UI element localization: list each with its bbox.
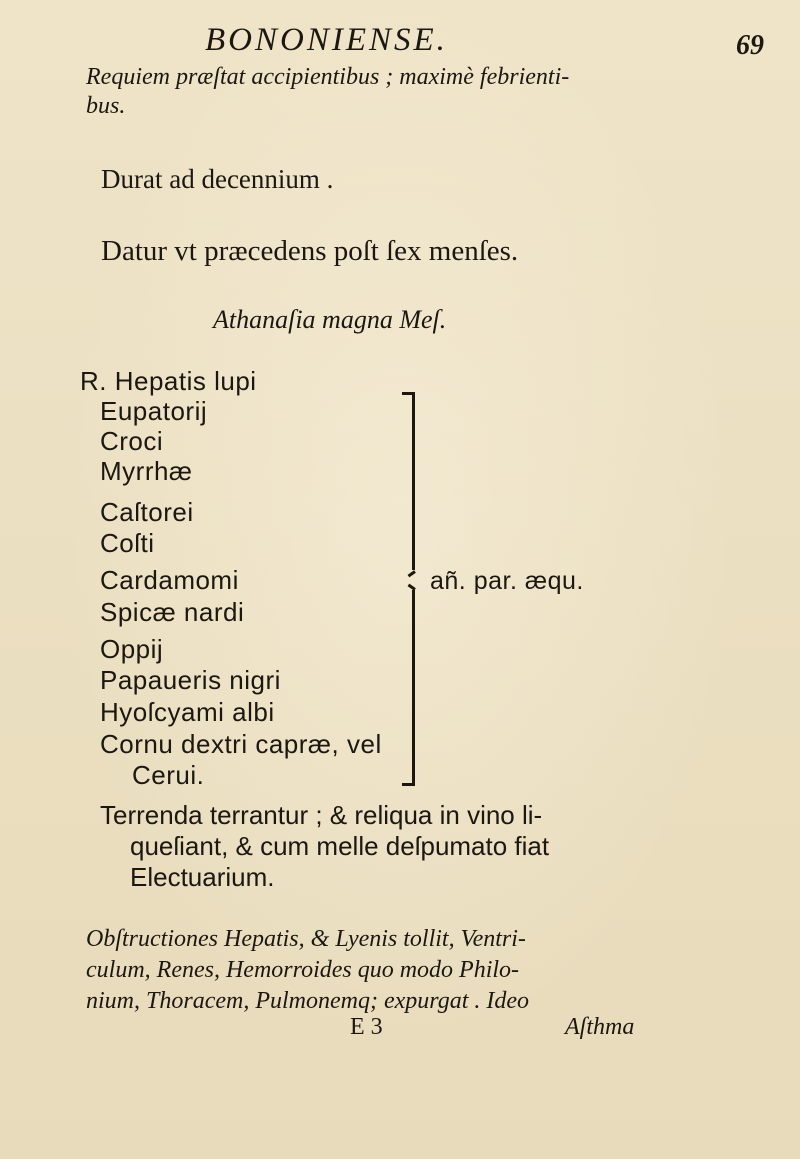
catchword: Aſthma <box>565 1014 635 1040</box>
ingredient-item: Cardamomi <box>100 565 239 595</box>
ingredient-item: Spicæ nardi <box>100 597 245 627</box>
duration-line: Durat ad decennium . <box>101 164 334 194</box>
intro-line-1: Requiem præſtat accipientibus ; maximè febrienti- <box>86 64 570 90</box>
virtue-line: nium, Thoracem, Pulmonemq; expurgat . Ideo <box>86 988 530 1014</box>
brace-upper-line <box>412 392 415 570</box>
virtue-line: culum, Renes, Hemorroides quo modo Philo- <box>86 957 520 983</box>
brace-bottom-hook <box>402 783 415 786</box>
ingredient-item: Cornu dextri capræ, vel <box>100 729 382 759</box>
ingredient-item: Eupatorij <box>100 396 208 426</box>
brace-lower-line <box>412 590 415 786</box>
intro-line-2: bus. <box>86 93 126 119</box>
recipe-title: Athanaſia magna Meſ. <box>213 305 447 334</box>
ingredient-item: Croci <box>100 426 164 456</box>
instruction-line: queſiant, & cum melle deſpumato fiat <box>130 831 550 861</box>
quantity-note: añ. par. æqu. <box>430 567 584 595</box>
dosage-line: Datur vt præcedens poſt ſex menſes. <box>101 235 519 267</box>
virtue-line: Obſtructiones Hepatis, & Lyenis tollit, Ventri- <box>86 926 526 952</box>
brace-point-upper <box>408 570 416 577</box>
ingredient-item: Coſti <box>100 528 155 558</box>
signature-mark: E 3 <box>350 1014 383 1040</box>
ingredient-item: R. Hepatis lupi <box>80 366 257 396</box>
ingredient-item: Oppij <box>100 634 164 664</box>
ingredient-item: Papaueris nigri <box>100 665 281 695</box>
instruction-line: Terrenda terrantur ; & reliqua in vino li- <box>100 800 543 830</box>
page-number: 69 <box>736 30 764 61</box>
instruction-line: Electuarium. <box>130 862 275 892</box>
ingredient-item: Myrrhæ <box>100 456 193 486</box>
ingredient-item: Hyoſcyami albi <box>100 697 275 727</box>
ingredient-item: Caſtorei <box>100 497 194 527</box>
running-head: BONONIENSE. <box>205 22 448 58</box>
ingredient-item: Cerui. <box>132 760 205 790</box>
